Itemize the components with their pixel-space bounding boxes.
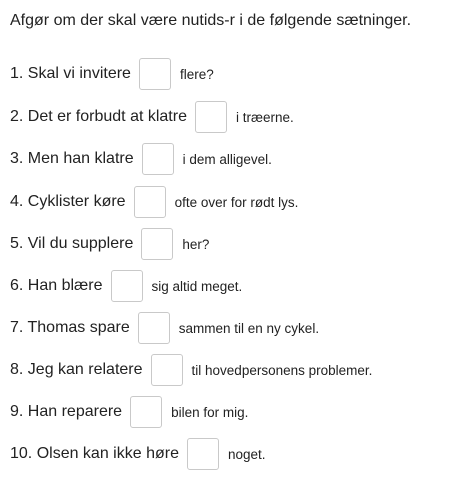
answer-box-9[interactable] xyxy=(130,396,162,428)
item-suffix: i træerne. xyxy=(235,109,294,125)
item-prefix: 8. Jeg kan relatere xyxy=(10,361,143,378)
item-prefix: 5. Vil du supplere xyxy=(10,235,134,252)
item-suffix: i dem alligevel. xyxy=(182,151,272,167)
item-prefix: 1. Skal vi invitere xyxy=(10,65,131,82)
answer-box-2[interactable] xyxy=(195,101,227,133)
answer-box-7[interactable] xyxy=(138,312,170,344)
exercise-item-1 xyxy=(10,57,214,91)
item-suffix: noget. xyxy=(227,446,266,462)
answer-box-10[interactable] xyxy=(187,438,219,470)
answer-box-3[interactable] xyxy=(142,143,174,175)
exercise-item-4 xyxy=(10,185,298,219)
instruction-text: Afgør om der skal være nutids-r i de følgende sætninger. xyxy=(10,12,412,29)
exercise-item-10 xyxy=(10,437,266,471)
item-prefix: 6. Han blære xyxy=(10,277,103,294)
answer-box-8[interactable] xyxy=(151,354,183,386)
answer-box-4[interactable] xyxy=(134,186,166,218)
exercise-item-5 xyxy=(10,227,209,261)
exercise-item-7 xyxy=(10,311,319,345)
exercise-item-8 xyxy=(10,353,372,387)
item-suffix: sammen til en ny cykel. xyxy=(178,320,320,336)
item-prefix: 3. Men han klatre xyxy=(10,150,134,167)
exercise-item-3 xyxy=(10,142,272,176)
item-suffix: bilen for mig. xyxy=(171,404,249,420)
item-prefix: 10. Olsen kan ikke høre xyxy=(10,445,179,462)
item-suffix: ofte over for rødt lys. xyxy=(174,194,299,210)
answer-box-1[interactable] xyxy=(139,58,171,90)
answer-box-5[interactable] xyxy=(141,228,173,260)
exercise-item-9 xyxy=(10,395,248,429)
exercise-item-6 xyxy=(10,269,242,303)
exercise-item-2 xyxy=(10,100,294,134)
item-suffix: flere? xyxy=(179,66,214,82)
item-suffix: her? xyxy=(182,236,210,252)
item-prefix: 4. Cyklister køre xyxy=(10,193,126,210)
answer-box-6[interactable] xyxy=(111,270,143,302)
item-suffix: sig altid meget. xyxy=(151,278,243,294)
item-prefix: 9. Han reparere xyxy=(10,403,123,420)
item-prefix: 7. Thomas spare xyxy=(10,319,130,336)
item-suffix: til hovedpersonens problemer. xyxy=(191,362,373,378)
item-prefix: 2. Det er forbudt at klatre xyxy=(10,108,187,125)
